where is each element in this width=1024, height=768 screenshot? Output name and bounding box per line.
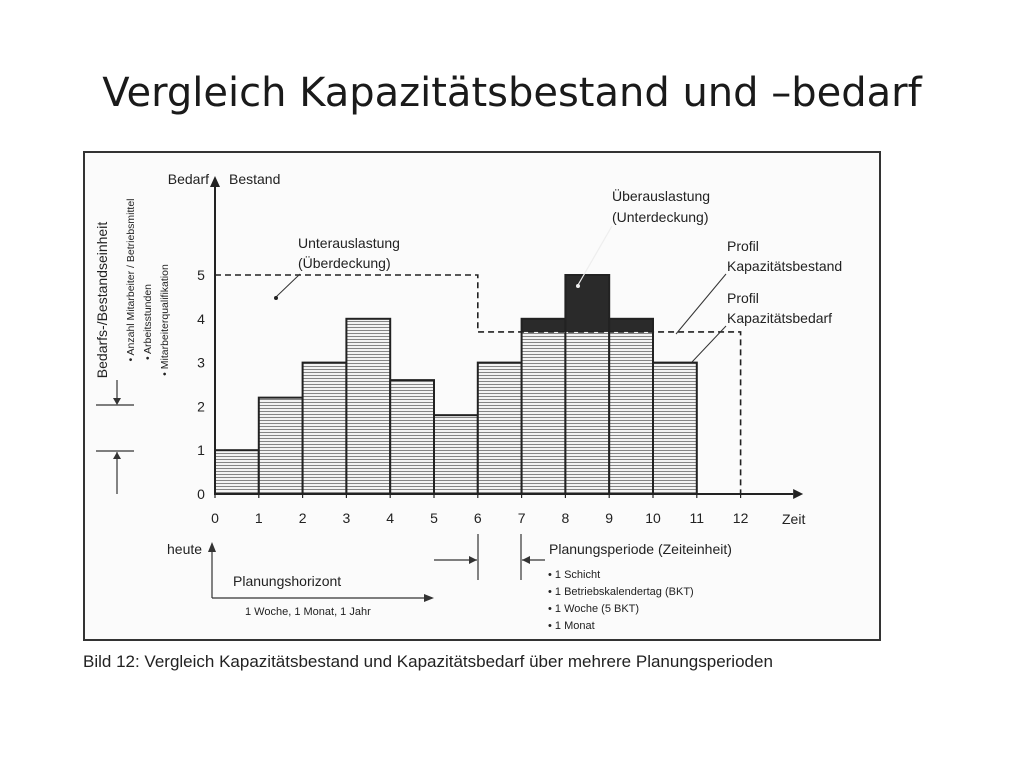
- y-tick-label-3: 3: [197, 354, 205, 371]
- x-tick-label-9: 9: [605, 510, 614, 526]
- x-tick-label-12: 12: [732, 510, 749, 526]
- bedarf-bar-2: [303, 363, 347, 494]
- x-tick-label-6: 6: [473, 510, 482, 526]
- bedarf-bar-7: [522, 332, 566, 494]
- y-axis-unit-3: • Mitarbeiterqualifikation: [159, 264, 171, 376]
- overload-segment-9: [609, 319, 653, 332]
- bedarf-bar-6: [478, 363, 522, 494]
- y-axis-label-bestand: Bestand: [229, 171, 281, 187]
- annotation-profil-bestand-2: Kapazitätsbestand: [727, 258, 843, 274]
- overload-segment-7: [522, 319, 566, 332]
- bedarf-bar-0: [215, 450, 259, 494]
- x-tick-label-0: 0: [211, 510, 219, 526]
- annotation-profil-bedarf-2: Kapazitätsbedarf: [727, 310, 833, 326]
- x-tick-label-11: 11: [689, 510, 705, 526]
- y-tick-label-0: 0: [197, 486, 205, 502]
- bedarf-bar-8: [565, 332, 609, 494]
- annotation-profil-bedarf-1: Profil: [727, 290, 759, 306]
- bedarf-bar-5: [434, 415, 478, 494]
- x-tick-label-4: 4: [386, 510, 395, 526]
- y-tick-label-1: 1: [197, 442, 205, 459]
- annotation-underload-2: (Überdeckung): [298, 255, 391, 271]
- y-axis-vertical-label: Bedarfs-/Bestandseinheit: [94, 221, 110, 379]
- timeline-period-label: Planungsperiode (Zeiteinheit): [549, 541, 732, 557]
- x-tick-label-3: 3: [342, 510, 351, 526]
- timeline-heute: heute: [167, 541, 203, 557]
- x-tick-label-7: 7: [517, 510, 526, 526]
- timeline-period-item-4: • 1 Monat: [548, 620, 595, 632]
- annotation-overload-2: (Unterdeckung): [612, 209, 709, 225]
- y-tick-label-4: 4: [197, 310, 205, 327]
- figure-caption: Bild 12: Vergleich Kapazitätsbestand und Kapazitätsbedarf über mehrere Planungsperioden: [83, 652, 773, 671]
- annotation-profil-bestand-1: Profil: [727, 238, 759, 254]
- y-axis-unit-2: • Arbeitsstunden: [142, 283, 154, 361]
- timeline-period-item-3: • 1 Woche (5 BKT): [548, 603, 640, 615]
- y-axis-unit-1: • Anzahl Mitarbeiter / Betriebsmittel: [125, 198, 137, 362]
- bedarf-bar-10: [653, 363, 697, 494]
- x-tick-label-10: 10: [645, 510, 661, 526]
- timeline-period-item-2: • 1 Betriebskalendertag (BKT): [548, 586, 694, 598]
- bedarf-bar-9: [609, 332, 653, 494]
- x-tick-label-1: 1: [254, 510, 263, 526]
- timeline-period-item-1: • 1 Schicht: [548, 569, 601, 581]
- bedarf-bar-4: [390, 380, 434, 494]
- x-tick-label-2: 2: [298, 510, 307, 526]
- y-tick-label-5: 5: [197, 267, 205, 283]
- annotation-overload-1: Überauslastung: [612, 188, 711, 204]
- slide-title: Vergleich Kapazitätsbestand und –bedarf: [102, 70, 922, 116]
- bedarf-bar-3: [346, 319, 390, 494]
- x-tick-label-8: 8: [561, 510, 570, 526]
- x-axis-label: Zeit: [782, 511, 806, 527]
- overload-segment-8: [565, 275, 609, 332]
- y-axis-label-bedarf: Bedarf: [167, 171, 209, 187]
- timeline-horizon-label: Planungshorizont: [233, 573, 342, 589]
- bedarf-bar-1: [259, 398, 303, 494]
- annotation-underload-1: Unterauslastung: [298, 235, 400, 251]
- x-tick-label-5: 5: [430, 510, 438, 526]
- y-tick-label-2: 2: [197, 398, 205, 415]
- timeline-horizon-examples: 1 Woche, 1 Monat, 1 Jahr: [245, 606, 371, 618]
